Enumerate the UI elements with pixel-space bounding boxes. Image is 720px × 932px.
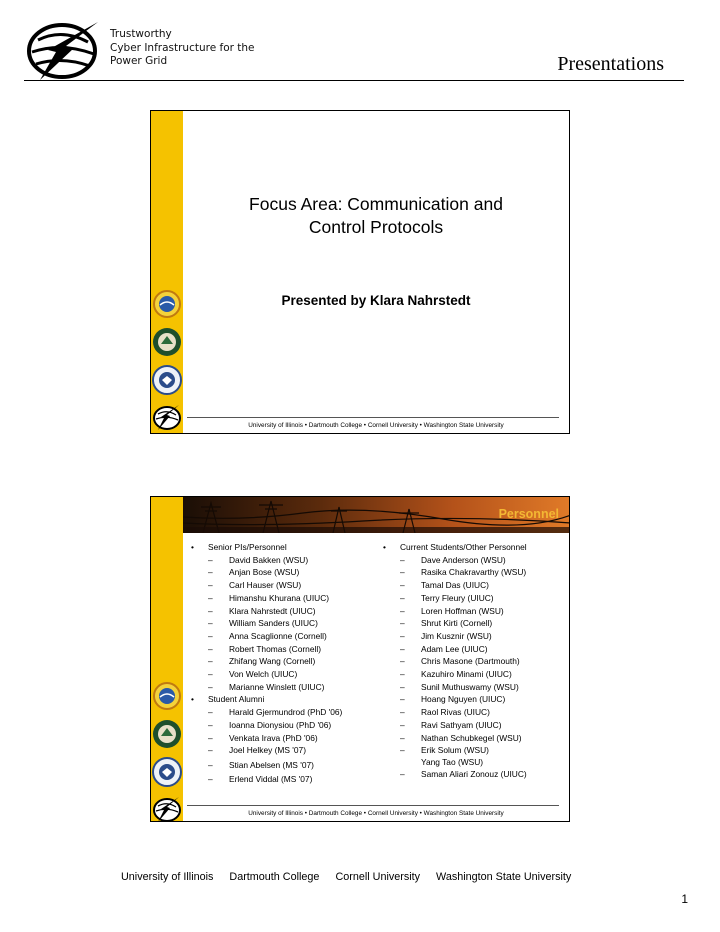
sponsor-logos: [152, 289, 182, 434]
list-item: – Von Welch (UIUC): [191, 668, 366, 681]
nsf-seal-icon: [152, 681, 182, 711]
org-line: Cyber Infrastructure for the: [110, 41, 255, 54]
doe-seal-icon: [152, 327, 182, 357]
institutions-footer: [121, 871, 584, 883]
heading-line: Control Protocols: [308, 217, 444, 237]
heading-line: Focus Area: Communication and: [249, 194, 503, 214]
nsf-seal-icon: [152, 289, 182, 319]
list-item: – Anna Scaglionne (Cornell): [191, 630, 366, 643]
list-item: – Erik Solum (WSU): [383, 744, 569, 757]
tcip-logo-icon: [152, 795, 182, 822]
list-category: • Student Alumni: [191, 693, 366, 706]
list-item: – Shrut Kirti (Cornell): [383, 617, 569, 630]
list-item: – David Bakken (WSU): [191, 554, 366, 567]
list-item: – Joel Helkey (MS '07): [191, 744, 366, 757]
list-item: – Ioanna Dionysiou (PhD '06): [191, 719, 366, 732]
list-item: – Saman Aliari Zonouz (UIUC): [383, 768, 569, 781]
list-item: – Carl Hauser (WSU): [191, 579, 366, 592]
org-line: Trustworthy: [110, 28, 172, 40]
list-item: – Venkata Irava (PhD '06): [191, 732, 366, 745]
page-number: 1: [681, 892, 688, 906]
dhs-seal-icon: [152, 365, 182, 395]
slide-heading: Personnel: [498, 507, 559, 521]
tcip-logo: [26, 20, 104, 82]
list-category: • Current Students/Other Personnel: [383, 541, 569, 554]
list-item: – Dave Anderson (WSU): [383, 554, 569, 567]
list-item: – Loren Hoffman (WSU): [383, 605, 569, 618]
header-divider: [24, 80, 684, 81]
slide-footer: University of Illinois • Dartmouth College • Cornell University • Washington State University: [248, 422, 504, 429]
list-category: • Senior PIs/Personnel: [191, 541, 366, 554]
org-line: Power Grid: [110, 55, 168, 67]
list-item: – Terry Fleury (UIUC): [383, 592, 569, 605]
list-item: – Sunil Muthuswamy (WSU): [383, 681, 569, 694]
list-item: – Tamal Das (UIUC): [383, 579, 569, 592]
tcip-lightning-globe-icon: [26, 20, 104, 82]
list-item: – Himanshu Khurana (UIUC): [191, 592, 366, 605]
list-item: – Chris Masone (Dartmouth): [383, 655, 569, 668]
page-title: Presentations: [557, 53, 664, 75]
presenter-name: Presented by Klara Nahrstedt: [281, 293, 471, 308]
list-item: – Jim Kusznir (WSU): [383, 630, 569, 643]
list-item: – William Sanders (UIUC): [191, 617, 366, 630]
institution-name: Cornell University: [335, 871, 421, 883]
list-item: – Rasika Chakravarthy (WSU): [383, 566, 569, 579]
list-item: – Anjan Bose (WSU): [191, 566, 366, 579]
slide-footer: University of Illinois • Dartmouth College • Cornell University • Washington State University: [248, 810, 504, 817]
slide-title[interactable]: [150, 110, 570, 434]
institution-name: Washington State University: [436, 871, 572, 883]
list-item: – Robert Thomas (Cornell): [191, 643, 366, 656]
doe-seal-icon: [152, 719, 182, 749]
list-item: – Stian Abelsen (MS '07): [191, 759, 366, 772]
slide-heading: [183, 193, 569, 239]
list-item: – Adam Lee (UIUC): [383, 643, 569, 656]
list-item-continuation: Yang Tao (WSU): [421, 756, 484, 767]
list-item: – Ravi Sathyam (UIUC): [383, 719, 569, 732]
footer-divider: [187, 417, 559, 418]
list-item: – Harald Gjermundrod (PhD '06): [191, 706, 366, 719]
list-item: – Nathan Schubkegel (WSU): [383, 732, 569, 745]
sponsor-logos: [152, 681, 182, 822]
list-item: – Erlend Viddal (MS '07): [191, 773, 366, 786]
tcip-logo-icon: [152, 403, 182, 433]
list-item: – Hoang Nguyen (UIUC): [383, 693, 569, 706]
slide-personnel[interactable]: [150, 496, 570, 822]
slide-banner: [183, 497, 569, 533]
footer-divider: [187, 805, 559, 806]
list-item: – Kazuhiro Minami (UIUC): [383, 668, 569, 681]
personnel-left-column: [191, 541, 366, 785]
institution-name: University of Illinois: [121, 871, 214, 883]
list-item: – Marianne Winslett (UIUC): [191, 681, 366, 694]
list-item: – Klara Nahrstedt (UIUC): [191, 605, 366, 618]
list-item: – Zhifang Wang (Cornell): [191, 655, 366, 668]
personnel-right-column: [383, 541, 569, 781]
dhs-seal-icon: [152, 757, 182, 787]
institution-name: Dartmouth College: [229, 871, 320, 883]
list-item: – Raol Rivas (UIUC): [383, 706, 569, 719]
organization-name: [110, 28, 255, 69]
